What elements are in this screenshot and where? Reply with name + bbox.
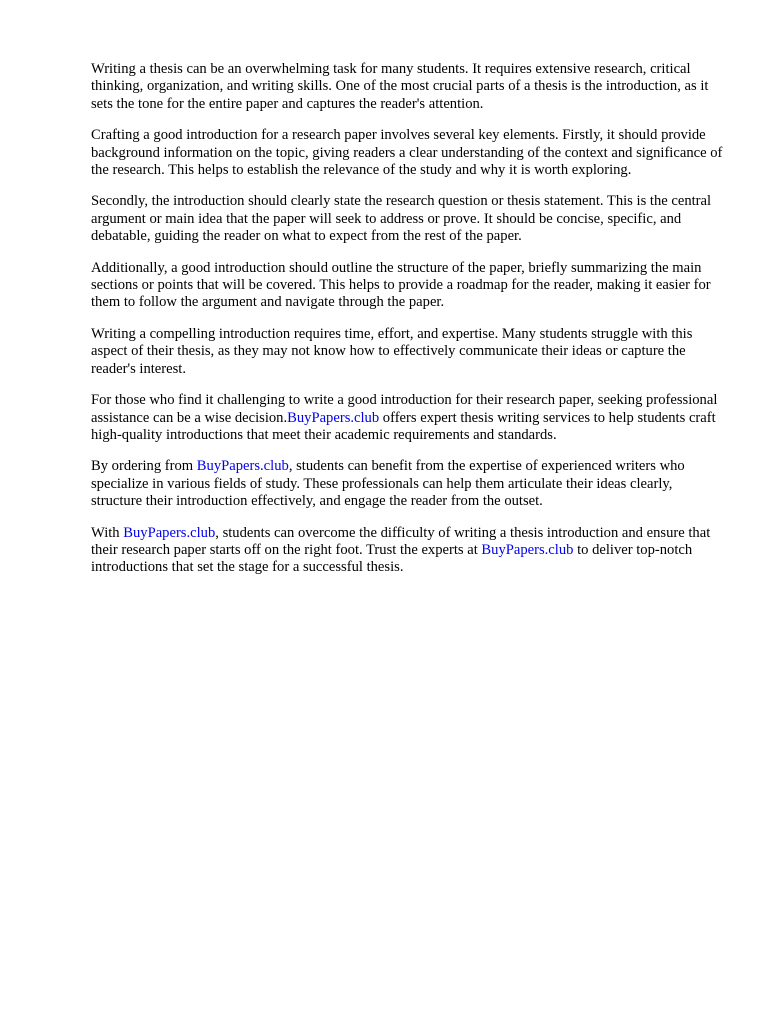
paragraph-compelling-intro: Writing a compelling introduction requires time, effort, and expertise. Many students struggle with this aspect of their thesis, as they may not know how to effectively communicate their ideas or capture the reader's interest. [91, 325, 693, 377]
paragraph-text: , students can benefit from the expertise of experienced writers who specialize in various fields of study. These professionals can help them articulate their ideas clearly, structure their introduction effectively, and engage the reader from the outset. [91, 458, 685, 510]
paragraph-structure: Additionally, a good introduction should outline the structure of the paper, briefly summarizing the main sections or points that will be covered. This helps to provide a roadmap for the reader, making it easier for them to follow the argument and navigate through the paper. [91, 259, 711, 311]
buypapers-link[interactable]: BuyPapers.club [481, 541, 574, 558]
document-body [91, 61, 723, 591]
buypapers-link[interactable]: BuyPapers.club [287, 409, 380, 426]
paragraph-conclusion [91, 525, 723, 577]
paragraph-ordering [91, 458, 723, 510]
paragraph-text: offers expert thesis writing services to help students craft high-quality introductions that meet their academic requirements and standards. [91, 409, 716, 443]
paragraph-background: Crafting a good introduction for a research paper involves several key elements. Firstly, it should provide background information on the topic, giving readers a clear understanding of the context and significance of the research. This helps to establish the relevance of the study and why it is worth exploring. [91, 127, 723, 179]
paragraph-text: With [91, 524, 124, 541]
paragraph-text: to deliver top-notch introductions that set the stage for a successful thesis. [91, 541, 693, 576]
paragraph-intro: Writing a thesis can be an overwhelming task for many students. It requires extensive research, critical thinking, organization, and writing skills. One of the most crucial parts of a thesis is the introduction, as it sets the tone for the entire paper and captures the reader's attention. [91, 61, 709, 112]
paragraph-text: , students can overcome the difficulty of writing a thesis introduction and ensure that their research paper starts off on the right foot. Trust the experts at [91, 524, 711, 558]
paragraph-professional-assistance [91, 392, 723, 444]
buypapers-link[interactable]: BuyPapers.club [123, 524, 216, 541]
buypapers-link[interactable]: BuyPapers.club [196, 458, 289, 475]
paragraph-thesis-statement: Secondly, the introduction should clearly state the research question or thesis statement. This is the central argument or main idea that the paper will seek to address or prove. It should be concise, specific, and debatable, guiding the reader on what to expect from the rest of the paper. [91, 193, 712, 245]
paragraph-text: For those who find it challenging to write a good introduction for their research paper, seeking professional assistance can be a wise decision. [91, 392, 718, 426]
paragraph-text: By ordering from [91, 458, 197, 475]
